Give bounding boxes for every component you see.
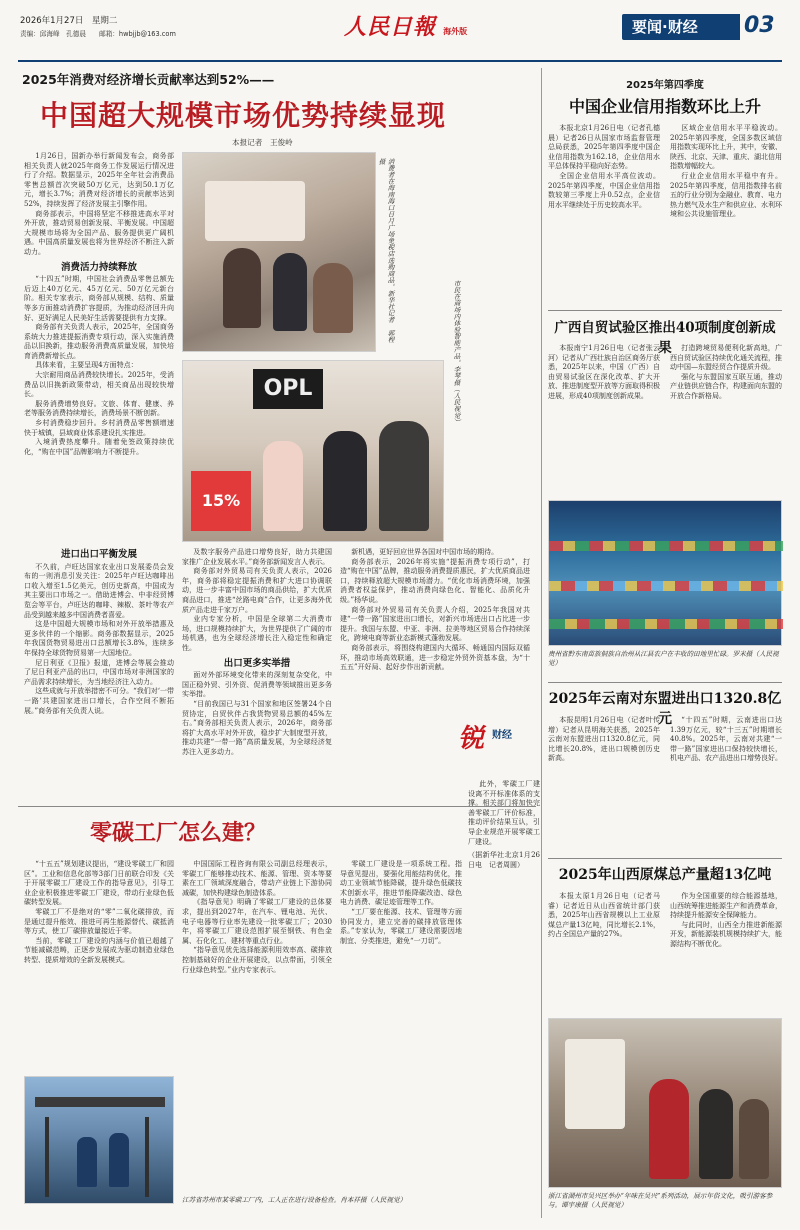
r1-rule [548,310,782,311]
newspaper-logo [344,10,467,41]
r2-rule [548,682,782,683]
subheading-trade: 进口出口平衡发展 [60,549,137,560]
photo-rice-terraces [548,500,782,646]
lead-column-1b: 进口出口平衡发展 不久前，卢旺达国家农业出口发展委员会发布的一则消息引发关注：2025年卢旺达咖啡出口收入增至1.5亿美元，创历史新高，中国成为其主要出口市场之一。借助进博会、中非经贸博览会等平台，卢旺达的咖啡、辣椒、茶叶等农产品受到越来越多中国消费者喜爱。 这是中国超大规模市场和对外开放举措惠及更多伙伴的一个缩影。商务部数据显示，2025年我国货物贸易进出口总额增长3.8%，连续多年保持全球货物贸易第一大国地位。 尼日利亚《卫报》报道，进博会等展会推动了尼日利亚产品的出口，中国市场对非洲国家的产品需求持续增长，为当地经济注入动力。 这些成就与开放举措密不可分。“我们对‘一带一路’共建国家进出口增长，合作空间不断拓展。”商务部有关负责人说。 [24,549,174,715]
page-number: 03 [744,13,775,38]
lead-kicker: 2025年消费对经济增长贡献率达到52%—— [22,72,275,87]
section-divider [18,806,536,807]
r3-rule [548,858,782,859]
r4-title: 2025年山西原煤总产量超13亿吨 [558,867,772,883]
lead-column-4: 新机遇，更好回应世界各国对中国市场的期待。 商务部表示，2026年将实施“提振消费专项行动”，打造“购在中国”品牌，推动服务消费提质惠民，扩大优质商品进口，持续释放超大规模市场潜力。“优化市场消费环境，加强消费者权益保护，推动消费向绿色化、智能化、品质化升级。”杨华说。 商务部对外贸易司有关负责人介绍，2025年我国对共建“一带一路”国家进出口增长，对新兴市场进出口占比进一步提升。我国与东盟、中亚、非洲、拉美等地区贸易合作持续深化，跨境电商等新业态新模式蓬勃发展。 商务部表示，将围绕构建国内大循环、畅通国内国际双循环，推动市场高效联通，进一步稳定外贸外资基本盘，为“十五五”开好局、起好步作出新贡献。 [340,548,530,672]
r1-title: 中国企业信用指数环比上升 [568,97,761,116]
header-rule [18,60,782,62]
lead-column-1: 1月26日，国新办举行新闻发布会，商务部相关负责人就2025年商务工作发展运行情况进行了介绍。数据显示，2025年全年社会消费品零售总额首次突破50万亿元，达到50.1万亿元，增长3.7%；消费对经济增长的贡献率达到52%，持续发挥了经济发展主引擎作用。 商务部表示，中国将坚定不移推进高水平对外开放，推动贸易创新发展、平衡发展。中国超大规模市场将为全国产品、服务提供更广阔机遇。中国高质量发展也将为世界经济不断注入新动力。 消费活力持续释放 “十四五”时期，中国社会消费品零售总额先后迈上40万亿元、45万亿元、50万亿元新台阶。相关专家表示，商务部从规模、结构、质量等多方面推动消费扩容提质，为推动经济回升向好、更好满足人民美好生活需要提供有力支撑。 商务部有关负责人表示，2025年，全国商务系统大力推进提振消费专项行动，深入实施消费品以旧换新，推动服务消费高质量发展，加快培育消费新增长点。 具体来看，主要呈现4方面特点： 大宗耐用商品消费较快增长。2025年，受消费品以旧换新政策带动，相关商品出现较快增长。 服务消费增势良好。文旅、体育、健康、养老等服务消费持续增长，消费场景不断创新。 乡村消费稳步回升。乡村消费品零售额增速快于城镇，县域商业体系建设扎实推进。 入境消费热度攀升。随着免签政策持续优化，“购在中国”品牌影响力不断提升。 [24,152,174,456]
photo-duty-free-shopping [182,152,376,352]
issue-date: 2026年1月27日 星期二 [20,16,118,26]
lead-byline: 本报记者 王俊岭 [232,138,293,147]
editor-line: 责编：邱海峰 孔德晨 邮箱：hwbjjb@163.com [20,30,176,38]
page-header [18,12,782,56]
bottom-column-3: 零碳工厂建设是一项系统工程。指导意见提出，要强化用能结构优化，推动工业领域节能降碳，提升绿色低碳技术创新水平，推进节能降碳改造、绿色电力消费、碳足迹管理等工作。 “工厂要在能源、技术、管理等方面协同发力，建立完善的碳排放管理体系。”专家认为，零碳工厂建设需要因地制宜、分类推进，避免“一刀切”。 [340,860,462,945]
subheading-consumption: 消费活力持续释放 [60,261,137,273]
r2-photo-caption: 贵州省黔东南苗族侗族自治州从江县农户在丰收的田地里忙碌。罗米摄（人民视觉） [548,650,779,667]
bottom-byline: （据新华社北京1月26日电 记者周圆） [468,851,540,869]
bottom-title: 零碳工厂怎么建？ [90,820,267,846]
r4-body: 本报太原1月26日电（记者马睿）记者近日从山西省统计部门获悉，2025年山西省规模以上工业原煤总产量13亿吨，同比增长2.1%，约占全国总产量的27%。 作为全国重要的综合能源基地，山西统筹推进能源生产和消费革命，持续提升能源安全保障能力。 与此同时，山西全力推进新能源开发，新能源装机规模持续扩大，能源结构不断优化。 [548,892,782,948]
right-column-divider [541,68,542,1218]
section-badge: 要闻·财经 [622,14,740,40]
bottom-photo-caption: 江苏省苏州市某零碳工厂内，工人正在进行设备检查。肖本祥摄（人民视觉） [182,1196,407,1204]
photo-new-year-event [548,1018,782,1188]
photo-caption-2: 市民在商场内体验智能产品。李琴摄（人民视觉） [452,280,460,426]
lead-column-3: 及数字服务产品进口增势良好，助力共建国家推广企业发展水平。”商务部新闻发言人表示。 商务部对外贸易司有关负责人表示，2026年，商务部将稳定提振消费和扩大进口协调联动，进一步丰富中国市场的商品供给，扩大优质商品进口，推进“丝路电商”合作，让更多海外优质产品走进千家万户。 业内专家分析，中国是全球第二大消费市场，进口规模持续扩大，为世界提供了广阔的市场机遇，也为全球经济增长注入稳定性和确定性。 出口更多实举措 面对外部环境变化带来的深刻复杂变化，中国正稳外贸、引外资、促消费等领域推出更多务实举措。 “目前我国已与31个国家和地区签署24个自贸协定，自贸伙伴占我货物贸易总额的45%左右。”商务部相关负责人表示，2026年，商务部将扩大高水平对外开放，稳步扩大制度型开放，推动共建“一带一路”高质量发展，为全球经济复苏注入更多动力。 [182,548,332,756]
bottom-column-2: 中国国际工程咨询有限公司副总经理表示，零碳工厂能够推动技术、能源、管理、资本等要素在工厂领域深度融合，带动产业链上下游协同减碳，加快构建绿色制造体系。 《指导意见》明确了零碳工厂建设的总体要求，提出到2027年，在汽车、锂电池、光伏、电子电器等行业率先建设一批零碳工厂；2030年，将零碳工厂建设范围扩展至钢铁、有色金属、石化化工、建材等重点行业。 “指导意见优先选择能源利用效率高、碳排放控制基础好的企业开展建设，以点带面，引领全行业绿色转型。”业内专家表示。 [182,860,332,974]
photo-zero-carbon-factory [24,1076,174,1204]
r2-title: 广西自贸试验区推出40项制度创新成果 [554,320,776,356]
r3-title: 2025年云南对东盟进出口1320.8亿元 [548,691,782,727]
r3-body: 本报昆明1月26日电（记者叶传增）记者从昆明海关获悉，2025年云南对东盟进出口1320.8亿元，同比增长20.8%，进出口规模创历史新高。 “十四五”时期，云南进出口达1.39万亿元，较“十三五”时期增长40.8%。2025年，云南对共建“一带一路”国家进出口保持较快增长，机电产品、农产品进出口增势良好。 [548,716,782,763]
logo-subtitle: 海外版 [443,27,468,36]
lead-title: 中国超大规模市场优势持续显现 [40,99,447,132]
bottom-column-4: 此外，零碳工厂建设离不开标准体系的支撑。相关部门将加快完善零碳工厂评价标准，推动评价结果互认，引导企业规范开展零碳工厂建设。 （据新华社北京1月26日电 记者周圆） [468,780,540,869]
r1-kicker: 2025年第四季度 [626,80,704,91]
r1-body: 本报北京1月26日电（记者孔德晨）记者26日从国家市场监督管理总局获悉，2025年第四季度中国企业信用指数为162.18，企业信用水平总体保持平稳向好态势。 全国企业信用水平高位波动。2025年第四季度，中国企业信用指数较第三季度上升0.52点，企业信用水平继续处于历史较高水平。 区域企业信用水平平稳波动。2025年第四季度，全国多数区域信用指数实现环比上升，其中，安徽、陕西、北京、天津、重庆、湖北信用指数增幅较大。 行业企业信用水平稳中有升。2025年第四季度，信用指数排名前五的行业分别为金融业、教育、电力热力燃气及水生产和供应业、水利环境和公共设施管理业。 [548,124,782,219]
rui-finance-badge: 锐 财经 [458,724,512,754]
r4-photo-caption: 浙江省湖州市吴兴区举办“年味在吴兴”系列活动，展示年俗文化，吸引游客参与。谭宇康摄（人民视觉） [548,1192,773,1209]
bottom-column-1: “十五五”规划建议提出，“建设零碳工厂和园区”。工业和信息化部等3部门日前联合印发《关于开展零碳工厂建设工作的指导意见》，引导工业企业积极推进零碳工厂建设，带动行业绿色低碳转型发展。 零碳工厂不是绝对的“零”二氧化碳排放，而是通过提升能效、推进可再生能源替代、碳抵消等方式，使工厂碳排放量接近于零。 当前，零碳工厂建设的内涵与价值已超越了节能减碳范畴，正逐步发展成为驱动制造业绿色转型、提质增效的全新发展模式。 [24,860,174,964]
r2-body: 本报南宁1月26日电（记者张云河）记者从广西壮族自治区商务厅获悉，2025年以来，中国（广西）自由贸易试验区在深化改革、扩大开放、推进制度型开放等方面取得积极进展，形成40项制度创新成果。 打造跨境贸易便利化新高地，广西自贸试验区持续优化通关流程，推动中国—东盟经贸合作提质升级。 强化与东盟国家互联互通，推动产业链供应链合作，构建面向东盟的开放合作新格局。 [548,344,782,400]
photo-smart-products: OPL 15% [182,360,444,542]
subheading-measures: 出口更多实举措 [223,657,291,669]
logo-text: 人民日報 [344,14,437,40]
photo-caption-1: 消费者在海南海口日月广场免税店选购商品。新华社记者 郭程摄 [377,158,394,343]
